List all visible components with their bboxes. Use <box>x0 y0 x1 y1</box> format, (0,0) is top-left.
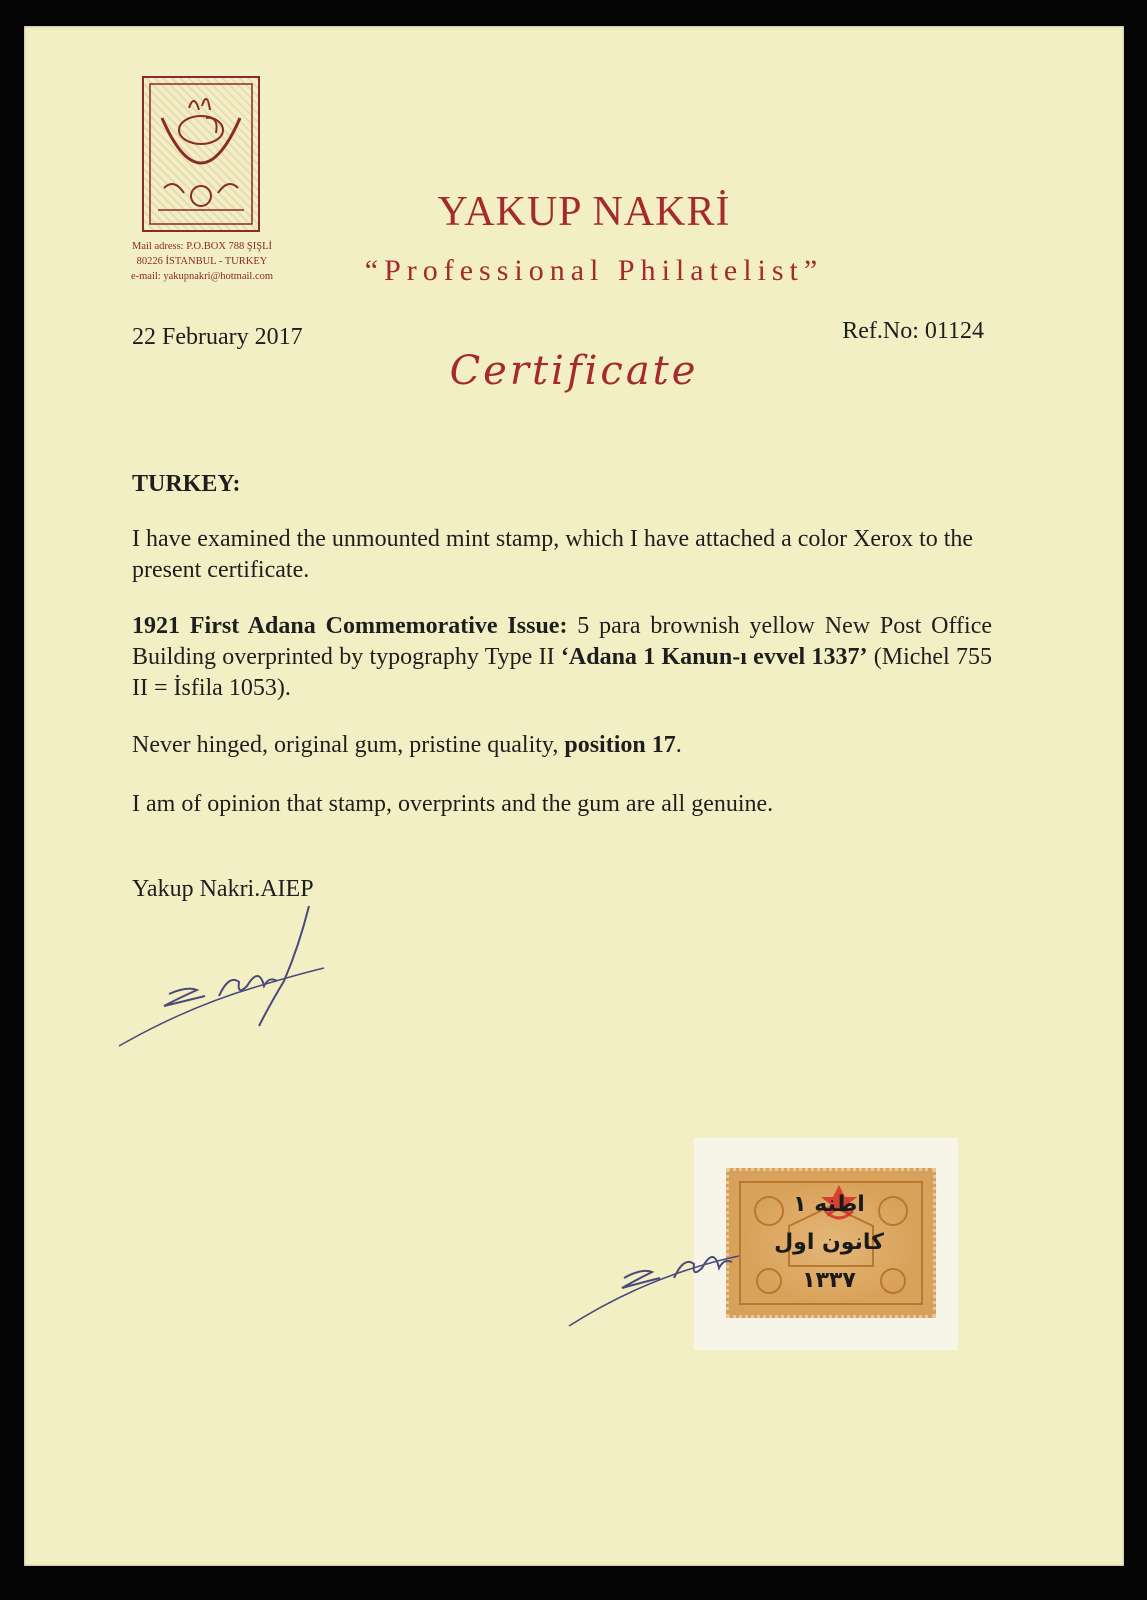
address-email: e-mail: yakupnakri@hotmail.com <box>130 271 274 282</box>
issue-description-paragraph <box>132 611 992 704</box>
reference-number: Ref.No: 01124 <box>842 318 984 344</box>
stamp-signature-icon <box>564 1216 764 1336</box>
signer-name: Yakup Nakri.AIEP <box>132 876 314 902</box>
certificate-title: Certificate <box>449 348 699 394</box>
address-line: 80226 İSTANBUL - TURKEY <box>136 256 268 267</box>
condition-paragraph <box>132 730 992 761</box>
certificate-date: 22 February 2017 <box>132 324 303 350</box>
overprint-line-3: ۱۳۳۷ <box>802 1268 856 1293</box>
brand-name: YAKUP NAKRİ <box>437 189 731 235</box>
overprint-line-1: اطنه ۱ <box>793 1192 865 1217</box>
catalogue-numbers: (Michel 755 II = İsfila 1053). <box>132 644 992 701</box>
condition-text: Never hinged, original gum, pristine quality, <box>132 732 565 758</box>
examination-paragraph: I have examined the unmounted mint stamp, which I have attached a color Xerox to the present certificate. <box>132 526 974 583</box>
mail-address <box>104 239 300 284</box>
tughra-stamp-logo <box>142 76 260 232</box>
issue-name: 1921 First Adana Commemorative Issue: <box>132 613 568 639</box>
overprint-text: ‘Adana 1 Kanun-ı evvel 1337’ <box>560 644 868 670</box>
condition-end: . <box>675 732 682 758</box>
logo-emblem-icon <box>144 78 258 230</box>
certificate-page <box>24 26 1124 1566</box>
position-number: position 17 <box>564 732 676 758</box>
overprint-line-2: کانون اول <box>774 1230 884 1255</box>
brand-tagline: “Professional Philatelist” <box>364 254 824 287</box>
address-line: Mail adress: P.O.BOX 788 ŞIŞLİ <box>131 241 272 252</box>
opinion-paragraph: I am of opinion that stamp, overprints and the gum are all genuine. <box>132 791 774 817</box>
issue-detail: 5 para brownish yellow New Post Office Building overprinted by typography Type II <box>132 613 992 670</box>
signature-icon <box>109 886 349 1056</box>
country-heading: TURKEY: <box>132 471 241 497</box>
